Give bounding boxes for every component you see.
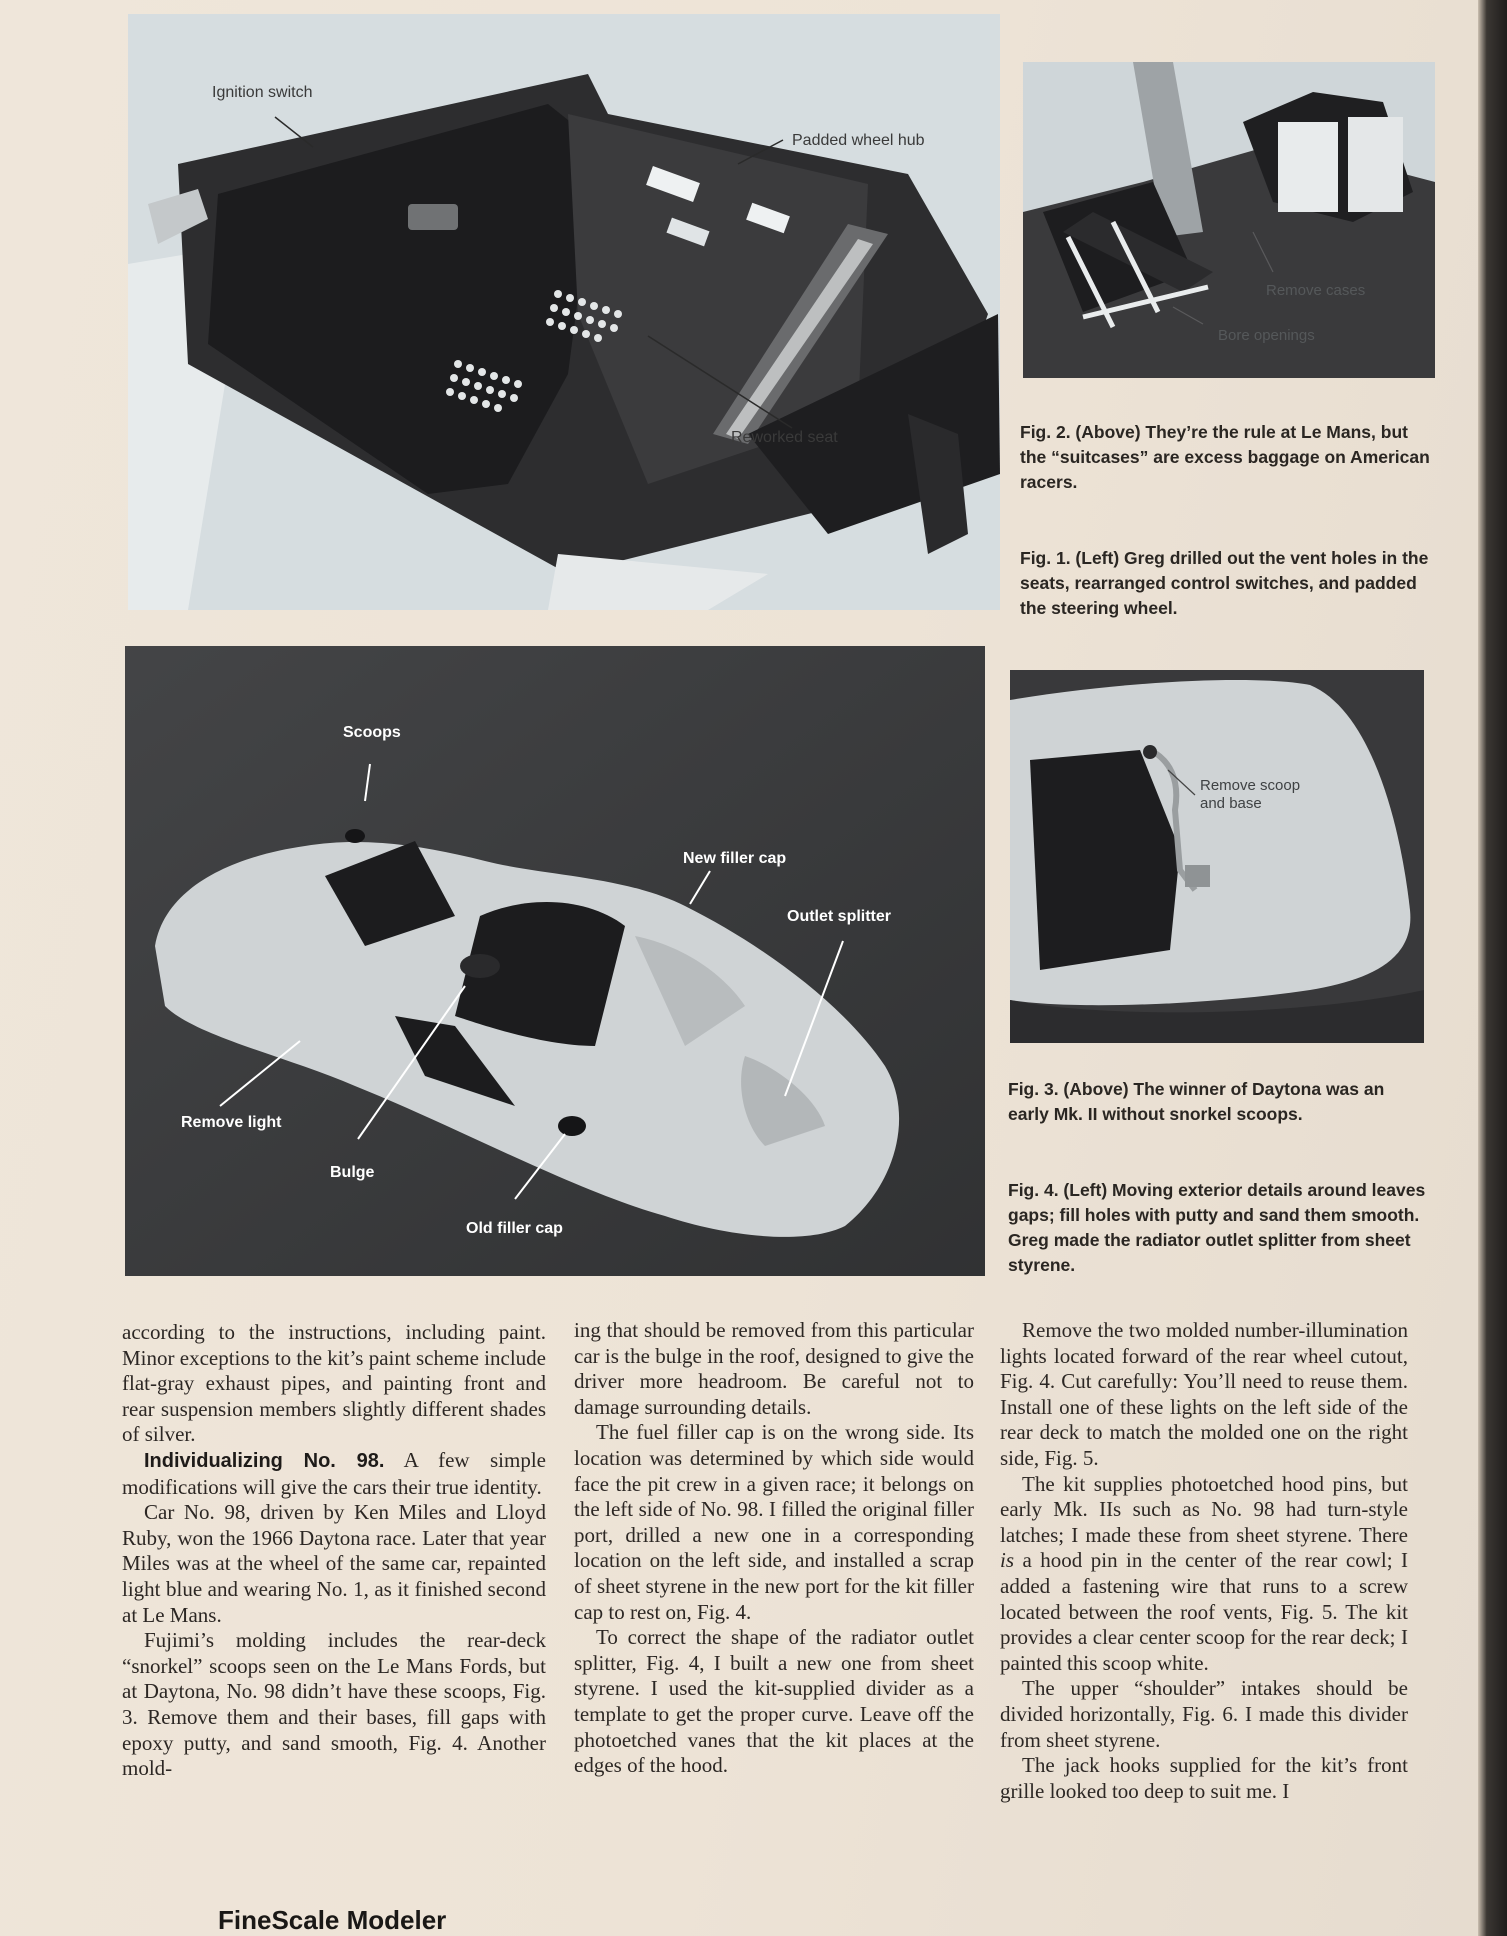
col3-paragraph-4: The jack hooks supplied for the kit’s front grille looked too deep to suit me. I [1000,1753,1408,1803]
col3-paragraph-2a: The kit supplies photoetched hood pins, but early Mk. IIs such as No. 98 had turn-style latches; I made these from sheet styrene. There [1000,1471,1408,1547]
col2-paragraph-3: To correct the shape of the radiator outlet splitter, Fig. 4, I built a new one from sheet styrene. I used the kit-supplied divider as a template to get the proper curve. Leave off the photoetched vanes that the kit places at the edges of the hood. [574,1625,974,1778]
col1-paragraph-4: Fujimi’s molding includes the rear-deck “snorkel” scoops seen on the Le Mans Fords, but at Daytona, No. 98 didn’t have these scoops, Fig. 3. Remove them and their bases, fill gaps with epoxy putty, and sand smooth, Fig. 4. Another mold- [122,1628,546,1781]
col2-paragraph-2: The fuel filler cap is on the wrong side. Its location was determined by which side would face the pit crew in a given race; it belongs on the left side of No. 98. I filled the original filler port, drilled a new one in a corresponding location on the left side, and installed a scrap of sheet styrene in the new port for the kit filler cap to rest on, Fig. 4. [574,1420,974,1624]
fig2-label-bore: Bore openings [1218,327,1315,344]
fig2-caption: Fig. 2. (Above) They’re the rule at Le Mans, but the “suitcases” are excess baggage on American racers. [1020,422,1430,492]
fig2-photo [1023,62,1435,378]
fig4-caption: Fig. 4. (Left) Moving exterior details around leaves gaps; fill holes with putty and sand them smooth. Greg made the radiator outlet splitter from sheet styrene. [1008,1180,1426,1275]
fig1-photo [128,14,1000,610]
col2-paragraph-1: ing that should be removed from this particular car is the bulge in the roof, designed to give the driver more headroom. Be careful not to damage surrounding details. [574,1318,974,1419]
fig4-label-scoops: Scoops [343,724,401,741]
col3-paragraph-2b: a hood pin in the center of the rear cowl; I added a fastening wire that runs to a screw located between the roof vents, Fig. 5. The kit provides a clear center scoop for the rear deck; I painted this scoop white. [1000,1548,1408,1675]
col3-emphasis: is [1000,1548,1015,1573]
col1-paragraph-3: Car No. 98, driven by Ken Miles and Lloyd Ruby, won the 1966 Daytona race. Later that year Miles was at the wheel of the same car, repainted light blue and wearing No. 1, as it finished second at Le Mans. [122,1500,546,1627]
article-column-2 [574,1318,974,1779]
col1-paragraph-1: according to the instructions, including paint. Minor exceptions to the kit’s paint scheme include flat-gray exhaust pipes, and painting front and rear suspension members slightly different shades of silver. [122,1320,546,1447]
fig4-photo [125,646,985,1276]
col3-paragraph-1: Remove the two molded number-illumination lights located forward of the rear wheel cutout, Fig. 4. Cut carefully: You’ll need to reuse them. Install one of these lights on the left side of the rear deck to match the molded one on the right side, Fig. 5. [1000,1318,1408,1470]
col3-paragraph-2 [1000,1472,1408,1677]
section-heading: Individualizing No. 98. [144,1449,385,1472]
fig2-label-cases: Remove cases [1266,282,1366,299]
fig3-photo [1010,670,1424,1043]
fig4-label-remove-light: Remove light [181,1114,282,1131]
magazine-footer: FineScale Modeler [218,1905,447,1935]
fig4-label-bulge: Bulge [330,1164,375,1181]
article-column-1 [122,1320,546,1782]
fig1-label-seat: Reworked seat [731,429,838,446]
fig3-caption: Fig. 3. (Above) The winner of Daytona was an early Mk. II without snorkel scoops. [1008,1079,1385,1124]
fig1-label-ignition: Ignition switch [212,84,313,101]
fig1-caption: Fig. 1. (Left) Greg drilled out the vent holes in the seats, rearranged control switches, and padded the steering wheel. [1020,548,1429,618]
fig1-label-hub: Padded wheel hub [792,132,925,149]
col3-paragraph-3: The upper “shoulder” intakes should be divided horizontally, Fig. 6. I made this divider from sheet styrene. [1000,1676,1408,1752]
fig4-label-new-filler: New filler cap [683,850,787,867]
fig4-label-outlet: Outlet splitter [787,908,892,925]
col1-paragraph-2 [122,1448,546,1500]
fig3-label-scoop: Remove scoop and base [1200,777,1301,812]
fig4-label-old-filler: Old filler cap [466,1220,563,1237]
page-edge-shadow [1478,0,1507,1936]
col1-paragraph-2-text: A few simple modifications will give the cars their true identity. [122,1447,546,1499]
article-column-3 [1000,1318,1408,1804]
